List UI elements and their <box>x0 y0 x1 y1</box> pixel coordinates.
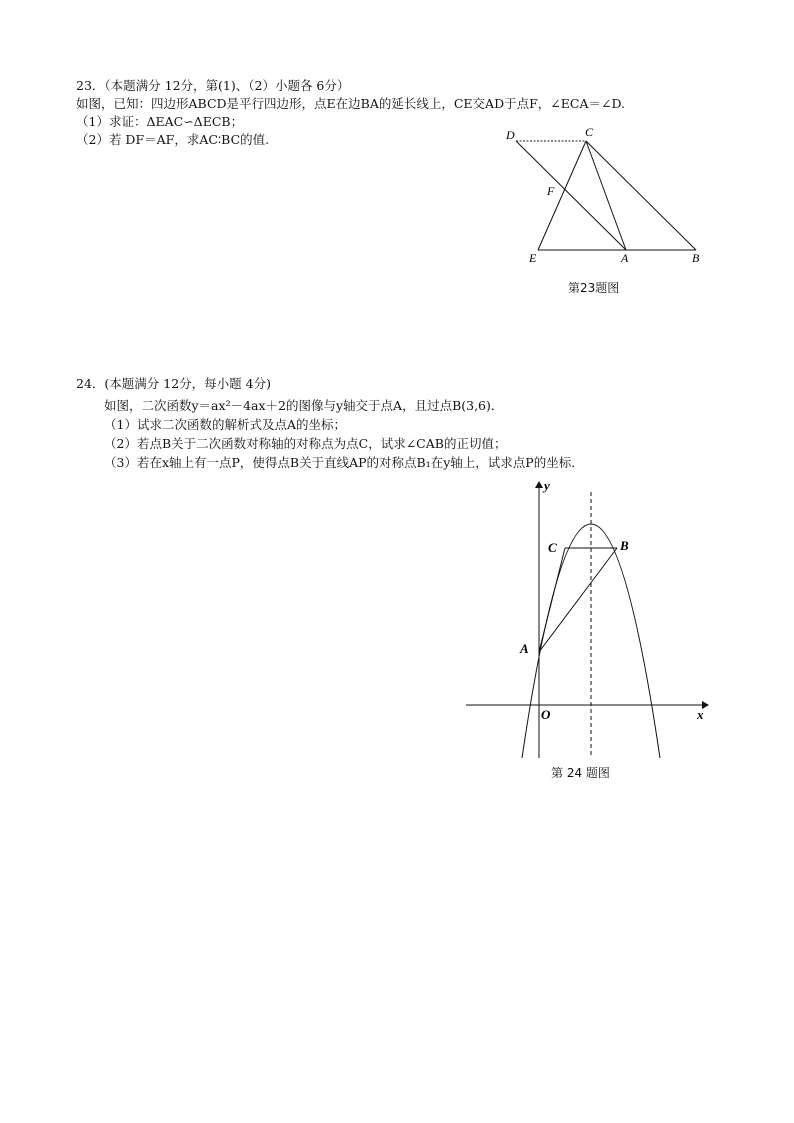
q23-part1: （1）求证：ΔEAC∽ΔECB； <box>76 114 244 129</box>
q24-intro: 如图，二次函数y＝ax²－4ax＋2的图像与y轴交于点A，且过点B(3,6)． <box>104 398 504 413</box>
q23-header: 23．（本题满分 12分，第(1)、（2）小题各 6分） <box>76 78 350 93</box>
q23-caption: 第23题图 <box>568 281 620 295</box>
segment-ac <box>539 548 565 652</box>
q23-intro: 如图，已知：四边形ABCD是平行四边形，点E在边BA的延长线上，CE交AD于点F，∠ECA＝∠D. <box>76 96 625 111</box>
q23-part2: （2）若 DF＝AF，求AC∶BC的值. <box>76 132 270 147</box>
q23-figure <box>500 120 720 270</box>
point-label-b: B <box>620 538 629 553</box>
point-label-b: B <box>692 251 700 265</box>
segment-ab <box>539 548 617 652</box>
point-label-e: E <box>529 251 537 265</box>
q24-part1: （1）试求二次函数的解析式及点A的坐标； <box>104 417 346 432</box>
point-label-a: A <box>621 251 629 265</box>
segment-ca <box>586 141 626 250</box>
q24-caption: 第 24 题图 <box>551 766 610 780</box>
point-label-c: C <box>548 540 557 555</box>
segment-cb <box>586 141 696 250</box>
q24-part3: （3）若在x轴上有一点P，使得点B关于直线AP的对称点B₁在y轴上，试求点P的坐标． <box>104 455 584 470</box>
point-label-f: F <box>547 184 555 198</box>
q24-header: 24．(本题满分 12分，每小题 4分) <box>76 376 271 391</box>
q24-part2: （2）若点B关于二次函数对称轴的对称点为点C，试求∠CAB的正切值； <box>104 436 507 451</box>
point-label-c: C <box>585 125 594 139</box>
segment-da <box>516 141 626 250</box>
point-label-a: A <box>520 641 529 656</box>
axis-label-x: x <box>697 707 704 722</box>
point-label-d: D <box>506 128 515 142</box>
axis-label-y: y <box>544 478 550 493</box>
segment-ce <box>538 141 586 250</box>
origin-label: O <box>541 707 551 722</box>
q24-figure <box>460 476 720 766</box>
